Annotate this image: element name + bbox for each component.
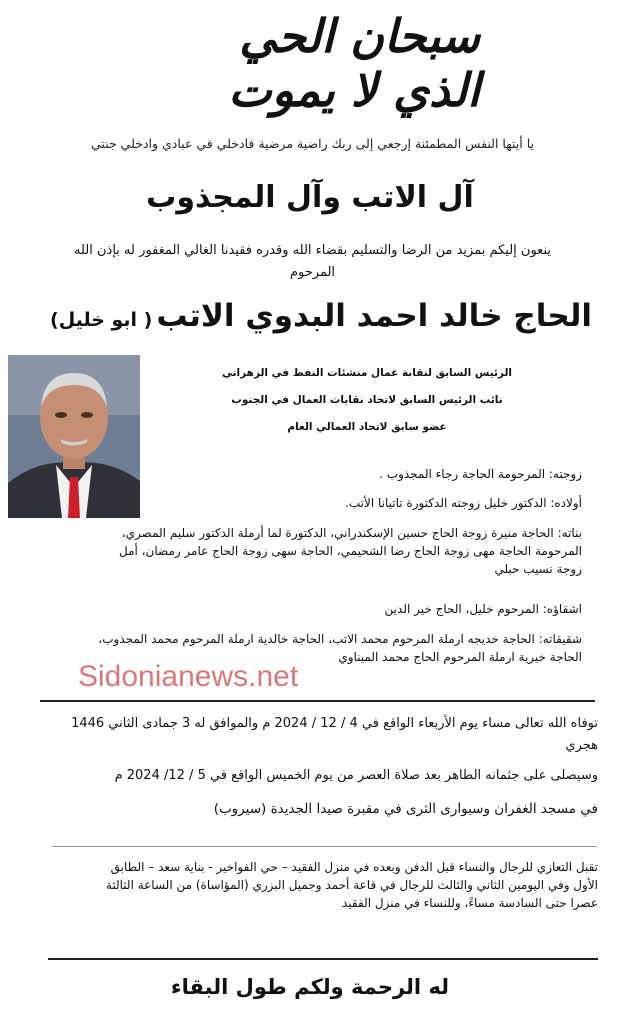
sisters-line: شقيقاته: الحاجة خديجه ارملة المرحوم محمد الاتب، الحاجة خالدية ارملة المرحوم محمد المجذوب، xyxy=(98,632,582,646)
deceased-titles xyxy=(172,360,562,441)
title-line: عضو سابق لاتحاد العمالي العام xyxy=(287,421,447,433)
intro-line: المرحوم xyxy=(289,265,336,280)
wife-line: زوجته: المرحومة الحاجة رجاء المجذوب . xyxy=(379,467,582,481)
deceased-name-row xyxy=(22,298,592,334)
deceased-name: الحاج خالد احمد البدوي الاتب xyxy=(156,298,592,334)
funeral-prayer-line: وسيصلى على جثمانه الطاهر بعد صلاة العصر من يوم الخميس الواقع في 5 / 12/ 2024 م xyxy=(114,768,598,783)
intro-text xyxy=(40,240,585,284)
daughters-line: بناته: الحاجة منيرة زوجة الحاج حسين الإسكندراني، الدكتورة لما أرملة الدكتور سليم المصري، xyxy=(121,526,582,540)
death-notice-line: توفاه الله تعالى مساء يوم الأربعاء الواقع في 4 / 12 / 2024 م والموافق له 3 جمادى الثاني 1446 xyxy=(71,716,598,731)
intro-line: ينعون إليكم بمزيد من الرضا والتسليم بقضاء الله وقدره فقيدنا الغالي المغفور له بإذن الله xyxy=(74,243,551,258)
daughters-line: المرحومة الحاجة مهى زوجة الحاج رضا الشحيمي، الحاجة سهى زوجة الحاج عامر رمضان، أمل xyxy=(118,544,582,558)
divider xyxy=(40,700,595,702)
sisters-line: الحاجة خيرية ارملة المرحوم الحاج محمد الميناوي xyxy=(338,650,582,664)
deceased-nickname: ( ابو خليل) xyxy=(50,309,153,331)
divider xyxy=(52,846,597,847)
divider xyxy=(48,958,598,960)
condolences-line: عصرا حتى السادسة مساءً، وللنساء في منزل الفقيد xyxy=(342,896,598,910)
closing-phrase: له الرحمة ولكم طول البقاء xyxy=(170,975,450,999)
quran-verse: يا أيتها النفس المطمئنة إرجعي إلى ربك راضية مرضية فادخلي في عبادي وادخلي جنتي xyxy=(91,136,534,151)
daughters-line: زوجة نسيب حبلي xyxy=(494,562,582,576)
family-title: آل الاتب وآل المجذوب xyxy=(146,180,474,215)
condolences-line: تقبل التعازي للرجال والنساء قبل الدفن وبعده في منزل الفقيد – حي الفواخير - بناية سعد – الطابق xyxy=(110,860,598,874)
title-line: الرئيس السابق لنقابة عمال منشئات النفط في الزهراني xyxy=(221,367,513,379)
condolences-block xyxy=(38,858,598,912)
death-notice-line: هجري xyxy=(565,738,598,753)
daughters-block xyxy=(12,524,582,578)
condolences-line: الأول وفي اليومين الثاني والثالث للرجال في قاعة أحمد وجميل البزري (المؤاساة) من الساعة الثالثة xyxy=(105,878,598,892)
watermark: Sidonianews.net xyxy=(78,660,299,693)
calligraphy-header: سبحان الحي الذي لا يموت xyxy=(228,8,480,117)
brothers-line: اشقاؤه: المرحوم خليل، الحاج خير الدين xyxy=(384,602,582,616)
burial-line: في مسجد الغفران وسيوارى الثرى في مقبرة صيدا الجديدة (سيروب) xyxy=(213,801,598,817)
title-line: نائب الرئيس السابق لاتحاد نقابات العمال في الجنوب xyxy=(231,394,503,406)
sons-line: أولاده: الدكتور خليل زوجته الدكتورة تاتيانا الأتب. xyxy=(345,496,582,510)
